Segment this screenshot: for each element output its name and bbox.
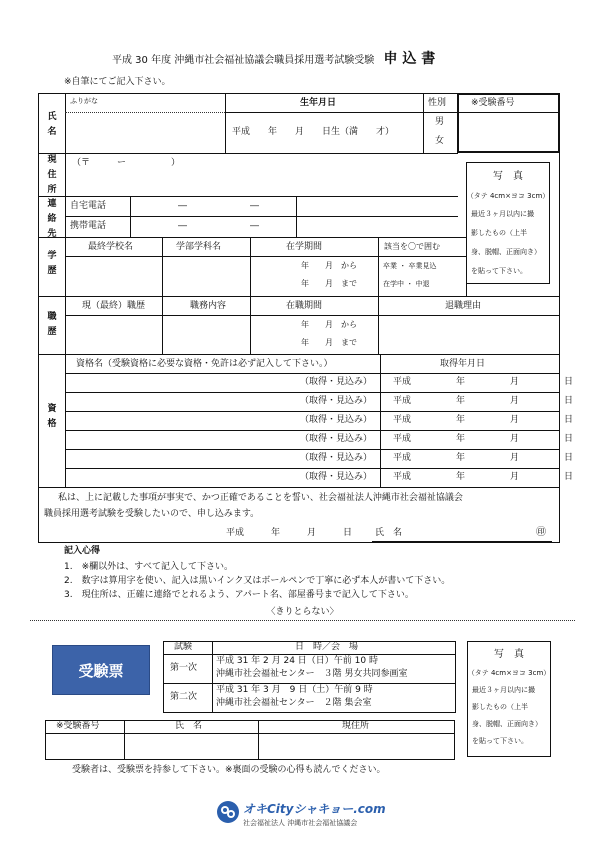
- qual-row-status[interactable]: （取得・見込み）: [300, 396, 373, 406]
- logo-subtitle: 社会福祉法人 沖縄市社会福祉協議会: [243, 819, 358, 827]
- work-reason-header: 退職理由: [445, 301, 482, 311]
- qualification-date-header: 取得年月日: [440, 359, 486, 369]
- ticket-exam-no-header: ※受験番号: [56, 721, 100, 731]
- edu-status-graduated[interactable]: 卒業 ・ 卒業見込: [383, 262, 437, 270]
- cut-line-note: 〈きりとらない〉: [266, 607, 339, 617]
- edu-circle-header: 該当を〇で囲む: [384, 242, 440, 251]
- instruction-item: 3. 現住所は、正確に連絡でとれるよう、アパート名、部屋番号まで記入して下さい。: [64, 590, 414, 600]
- declaration-line-2: 職員採用選考試験を受験したいので、申し込みます。: [44, 509, 260, 519]
- title-main: 申 込 書: [383, 51, 436, 67]
- ticket-photo-instr-1: 最近３ヶ月以内に撮: [472, 686, 535, 694]
- second-stage-date: 平成 31 年 3 月 9 日（土）午前 9 時: [216, 685, 373, 695]
- page-title: [112, 52, 435, 66]
- work-current-header: 現（最終）職歴: [82, 301, 146, 311]
- edu-status-enrolled[interactable]: 在学中 ・ 中退: [383, 280, 430, 288]
- qualification-header: 資格名（受験資格に必要な資格・免許は必ず記入して下さい。）: [76, 359, 333, 369]
- photo-instr-4: を貼って下さい。: [471, 267, 527, 275]
- ticket-name-header: 氏 名: [175, 721, 203, 731]
- exam-number-header: ※受験番号: [471, 98, 515, 108]
- mobile-phone-label: 携帯電話: [70, 221, 107, 231]
- qual-row-status[interactable]: （取得・見込み）: [300, 434, 373, 444]
- exam-ticket-badge-label: 受験票: [78, 662, 124, 680]
- ticket-info-table: [45, 720, 455, 760]
- qualification-label: 資格: [47, 404, 57, 429]
- birth-header: 生年月日: [300, 98, 337, 108]
- logo-wordmark: オキCityシャキョー.com: [243, 802, 386, 816]
- photo-title: 写 真: [493, 171, 523, 182]
- gender-header: 性別: [428, 98, 447, 108]
- photo-instr-2: 影したもの（上半: [471, 229, 527, 237]
- qual-row-status[interactable]: （取得・見込み）: [300, 472, 373, 482]
- mobile-phone-field[interactable]: ― ―: [178, 221, 260, 231]
- work-period-from[interactable]: 年 月 から: [301, 320, 357, 329]
- instructions-title: 記入心得: [64, 546, 101, 556]
- exam-col-header: 試験: [174, 642, 193, 652]
- contact-label: 連絡先: [47, 199, 57, 239]
- ticket-photo-title: 写 真: [494, 649, 524, 660]
- address-field[interactable]: （〒 ー ）: [72, 158, 181, 168]
- sign-name-label: 氏 名: [375, 528, 403, 538]
- qual-row-date[interactable]: 平成 年 月 日: [393, 453, 574, 463]
- furigana-label: ふりがな: [70, 97, 98, 105]
- photo-size-text: （タテ 4cm×ヨコ 3cm）: [466, 192, 550, 200]
- seal-mark: ㊞: [536, 527, 546, 538]
- second-stage-label: 第二次: [170, 692, 198, 702]
- schedule-col-header: 日 時／会 場: [295, 642, 359, 652]
- council-logo-icon: [216, 800, 240, 824]
- home-phone-label: 自宅電話: [70, 201, 107, 211]
- work-content-header: 職務内容: [190, 301, 227, 311]
- name-field[interactable]: [68, 114, 223, 150]
- work-period-header: 在職期間: [286, 301, 323, 311]
- first-stage-date: 平成 31 年 2 月 24 日（日）午前 10 時: [216, 656, 378, 666]
- edu-dept-header: 学部学科名: [176, 242, 222, 252]
- gender-female[interactable]: 女: [435, 136, 445, 146]
- qual-row-date[interactable]: 平成 年 月 日: [393, 472, 574, 482]
- qual-row-status[interactable]: （取得・見込み）: [300, 415, 373, 425]
- first-stage-venue: 沖縄市社会福祉センター ３階 男女共同参画室: [216, 669, 408, 679]
- education-label: 学歴: [47, 251, 57, 276]
- handwrite-note: ※自筆にてご記入下さい。: [64, 77, 171, 87]
- edu-period-from[interactable]: 年 月 から: [301, 261, 357, 270]
- qual-row-status[interactable]: （取得・見込み）: [300, 377, 373, 387]
- instruction-item: 2. 数字は算用字を使い、記入は黒いインク又はボールペンで丁寧に必ず本人が書いて下さい。: [64, 576, 451, 586]
- qual-row-date[interactable]: 平成 年 月 日: [393, 377, 574, 387]
- photo-instr-3: 身、脱帽、正面向き）: [471, 248, 541, 256]
- first-stage-label: 第一次: [170, 663, 198, 673]
- qual-row-status[interactable]: （取得・見込み）: [300, 453, 373, 463]
- title-prefix: 平成 30 年度 沖縄市社会福祉協議会職員採用選考試験受験: [112, 55, 375, 66]
- photo-instr-1: 最近３ヶ月以内に撮: [471, 210, 534, 218]
- instruction-item: 1. ※欄以外は、すべて記入して下さい。: [64, 562, 233, 572]
- address-label: 現住所: [47, 155, 57, 195]
- gender-male[interactable]: 男: [435, 117, 445, 127]
- qual-row-date[interactable]: 平成 年 月 日: [393, 396, 574, 406]
- ticket-address-header: 現住所: [342, 721, 370, 731]
- name-label: 氏名: [47, 112, 57, 137]
- exam-ticket-badge: [52, 645, 150, 695]
- birth-date-field[interactable]: 平成 年 月 日生（満 才）: [232, 127, 395, 137]
- second-stage-venue: 沖縄市社会福祉センター ２階 集会室: [216, 698, 372, 708]
- ticket-photo-instr-2: 影したもの（上半: [472, 703, 528, 711]
- edu-school-header: 最終学校名: [88, 242, 134, 252]
- qual-row-date[interactable]: 平成 年 月 日: [393, 415, 574, 425]
- work-period-to[interactable]: 年 月 まで: [301, 338, 357, 347]
- sign-date[interactable]: 平成 年 月 日: [226, 528, 353, 538]
- edu-period-to[interactable]: 年 月 まで: [301, 279, 357, 288]
- declaration-line-1: 私は、上に記載した事項が事実で、かつ正確であることを誓い、社会福祉法人沖縄市社会福祉協議会: [58, 493, 463, 503]
- home-phone-field[interactable]: ― ―: [178, 201, 260, 211]
- ticket-photo-instr-3: 身、脱帽、正面向き）: [472, 720, 542, 728]
- edu-period-header: 在学期間: [286, 242, 323, 252]
- qual-row-date[interactable]: 平成 年 月 日: [393, 434, 574, 444]
- ticket-photo-instr-4: を貼って下さい。: [472, 737, 528, 745]
- work-label: 職歴: [47, 312, 57, 337]
- ticket-photo-size-text: （タテ 4cm×ヨコ 3cm）: [467, 669, 551, 677]
- ticket-footer-note: 受験者は、受験票を持参して下さい。※裏面の受験の心得も読んでください。: [72, 765, 386, 775]
